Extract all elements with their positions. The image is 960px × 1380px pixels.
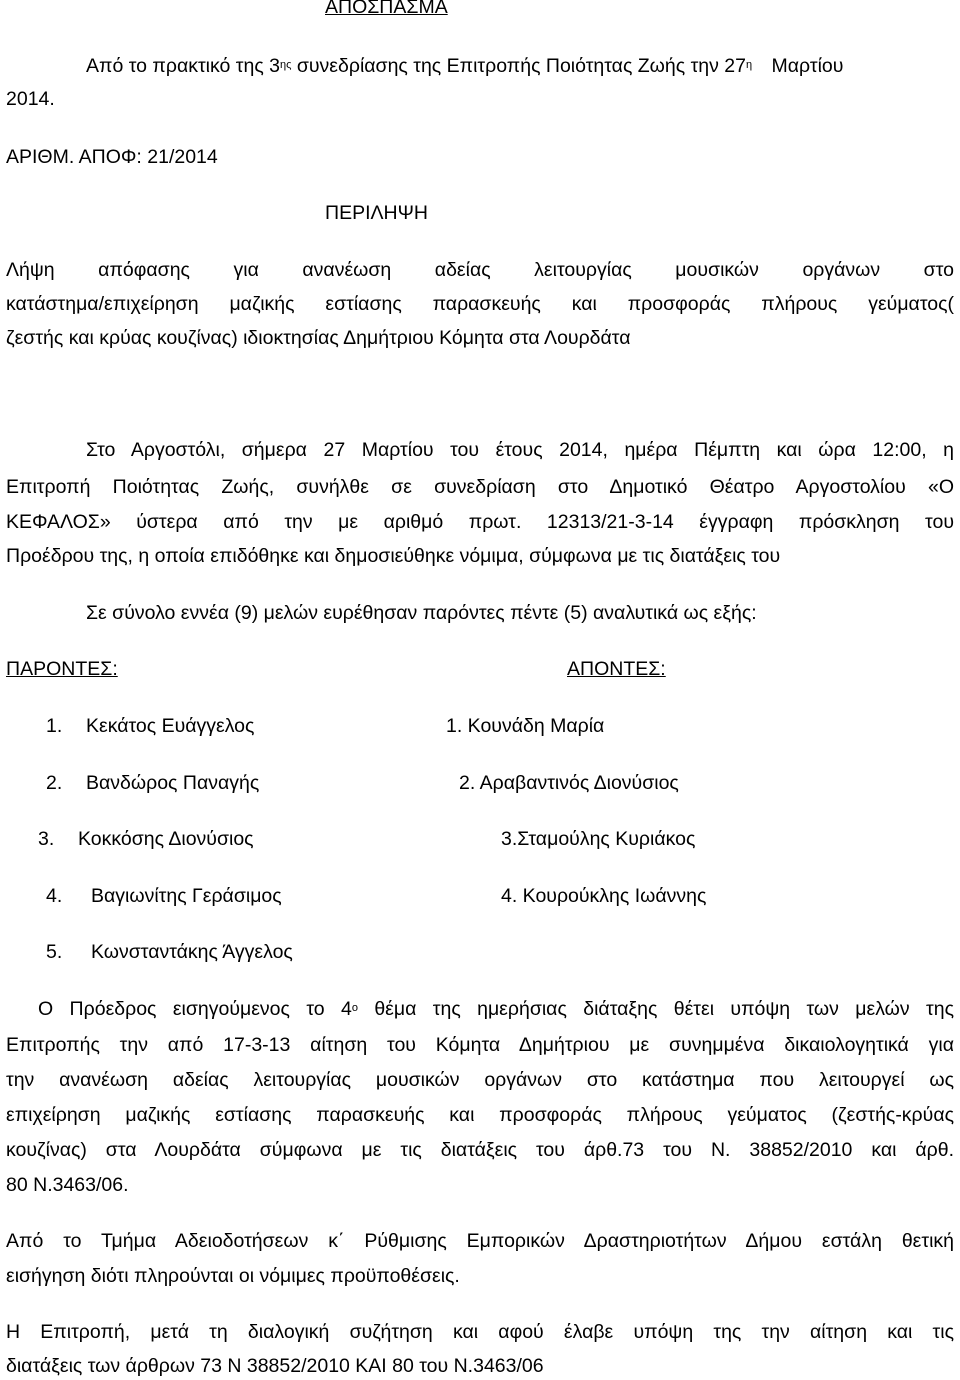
present-member: Κωνσταντάκης Άγγελος (91, 941, 293, 963)
present-number: 5. (46, 941, 63, 963)
present-number: 1. (46, 715, 63, 737)
intro-superscript-session: ης (280, 59, 292, 71)
meeting-line: Επιτροπή Ποιότητας Ζωής, συνήλθε σε συνεδρίαση στο Δημοτικό Θέατρο Αργοστολίου «Ο (6, 476, 954, 498)
present-label: ΠΑΡΟΝΤΕΣ: (6, 658, 118, 680)
decision-number: ΑΡΙΘΜ. ΑΠΟΦ: 21/2014 (6, 146, 218, 168)
proposal-line: επιχείρηση μαζικής εστίασης παρασκευής και προσφοράς πλήρους γεύματος (ζεστής-κρύας (6, 1104, 954, 1126)
proposal-line: κουζίνας) στα Λουρδάτα σύμφωνα με τις διατάξεις του άρθ.73 του Ν. 38852/2010 και άρθ. (6, 1139, 954, 1161)
present-number: 2. (46, 772, 63, 794)
present-member: Κοκκόσης Διονύσιος (78, 828, 254, 850)
proposal-line: Επιτροπής την από 17-3-13 αίτηση του Κόμητα Δημήτριου με συνημμένα δικαιολογητικά για (6, 1034, 954, 1056)
absent-member: 4. Κουρούκλης Ιωάννης (501, 885, 707, 907)
absent-member: 2. Αραβαντινός Διονύσιος (459, 772, 679, 794)
proposal-first-line (38, 998, 954, 1021)
intro-line (86, 55, 843, 78)
present-member: Κεκάτος Ευάγγελος (86, 715, 255, 737)
present-member: Βαγιωνίτης Γεράσιμος (91, 885, 282, 907)
present-number: 3. (38, 828, 55, 850)
present-member: Βανδώρος Παναγής (86, 772, 260, 794)
department-recommendation-line: εισήγηση διότι πληρούνται οι νόμιμες προϋποθέσεις. (6, 1265, 460, 1287)
intro-text-start: Από το πρακτικό της 3 (86, 55, 281, 77)
proposal-line: την ανανέωση αδείας λειτουργίας μουσικών οργάνων στο κατάστημα που λειτουργεί ως (6, 1069, 954, 1091)
summary-line: κατάστημα/επιχείρηση μαζικής εστίασης παρασκευής και προσφοράς πλήρους γεύματος( (6, 293, 954, 315)
proposal-line: 80 Ν.3463/06. (6, 1174, 129, 1196)
absent-member: 1. Κουνάδη Μαρία (446, 715, 605, 737)
summary-heading: ΠΕΡΙΛΗΨΗ (325, 202, 428, 224)
present-number: 4. (46, 885, 63, 907)
absent-label: ΑΠΟΝΤΕΣ: (567, 658, 666, 680)
intro-superscript-day: η (745, 59, 753, 71)
meeting-line: ΚΕΦΑΛΟΣ» ύστερα από την με αριθμό πρωτ. 12313/21-3-14 έγγραφη πρόσκληση του (6, 511, 954, 533)
intro-year: 2014. (6, 88, 55, 110)
department-recommendation-line: Από το Τμήμα Αδειοδοτήσεων κ΄ Ρύθμισης Εμπορικών Δραστηριοτήτων Δήμου εστάλη θετική (6, 1230, 954, 1252)
summary-line: Λήψη απόφασης για ανανέωση αδείας λειτουργίας μουσικών οργάνων στο (6, 259, 954, 281)
intro-text-month: Μαρτίου (766, 55, 844, 77)
document-title: ΑΠΟΣΠΑΣΜΑ (325, 0, 448, 18)
committee-statement-line: διατάξεις των άρθρων 73 Ν 38852/2010 ΚΑΙ 80 του Ν.3463/06 (6, 1355, 544, 1377)
proposal-superscript: ο (351, 1002, 358, 1014)
committee-statement-line: Η Επιτροπή, μετά τη διαλογική συζήτηση και αφού έλαβε υπόψη της την αίτηση και τις (6, 1321, 954, 1343)
summary-line: ζεστής και κρύας κουζίνας) ιδιοκτησίας Δημήτριου Κόμητα στα Λουρδάτα (6, 327, 631, 349)
intro-text-middle: συνεδρίασης της Επιτροπής Ποιότητας Ζωής την 27 (291, 55, 746, 77)
meeting-line: Στο Αργοστόλι, σήμερα 27 Μαρτίου του έτους 2014, ημέρα Πέμπτη και ώρα 12:00, η (86, 439, 954, 461)
meeting-line: Προέδρου της, η οποία επιδόθηκε και δημοσιεύθηκε νόμιμα, σύμφωνα με τις διατάξεις του (6, 545, 781, 567)
absent-member: 3.Σταμούλης Κυριάκος (501, 828, 696, 850)
proposal-text-start: Ο Πρόεδρος εισηγούμενος το 4 (38, 998, 352, 1020)
quorum-statement: Σε σύνολο εννέα (9) μελών ευρέθησαν παρόντες πέντε (5) αναλυτικά ως εξής: (86, 602, 757, 624)
proposal-text-end: θέμα της ημερήσιας διάταξης θέτει υπόψη των μελών της (357, 998, 954, 1020)
